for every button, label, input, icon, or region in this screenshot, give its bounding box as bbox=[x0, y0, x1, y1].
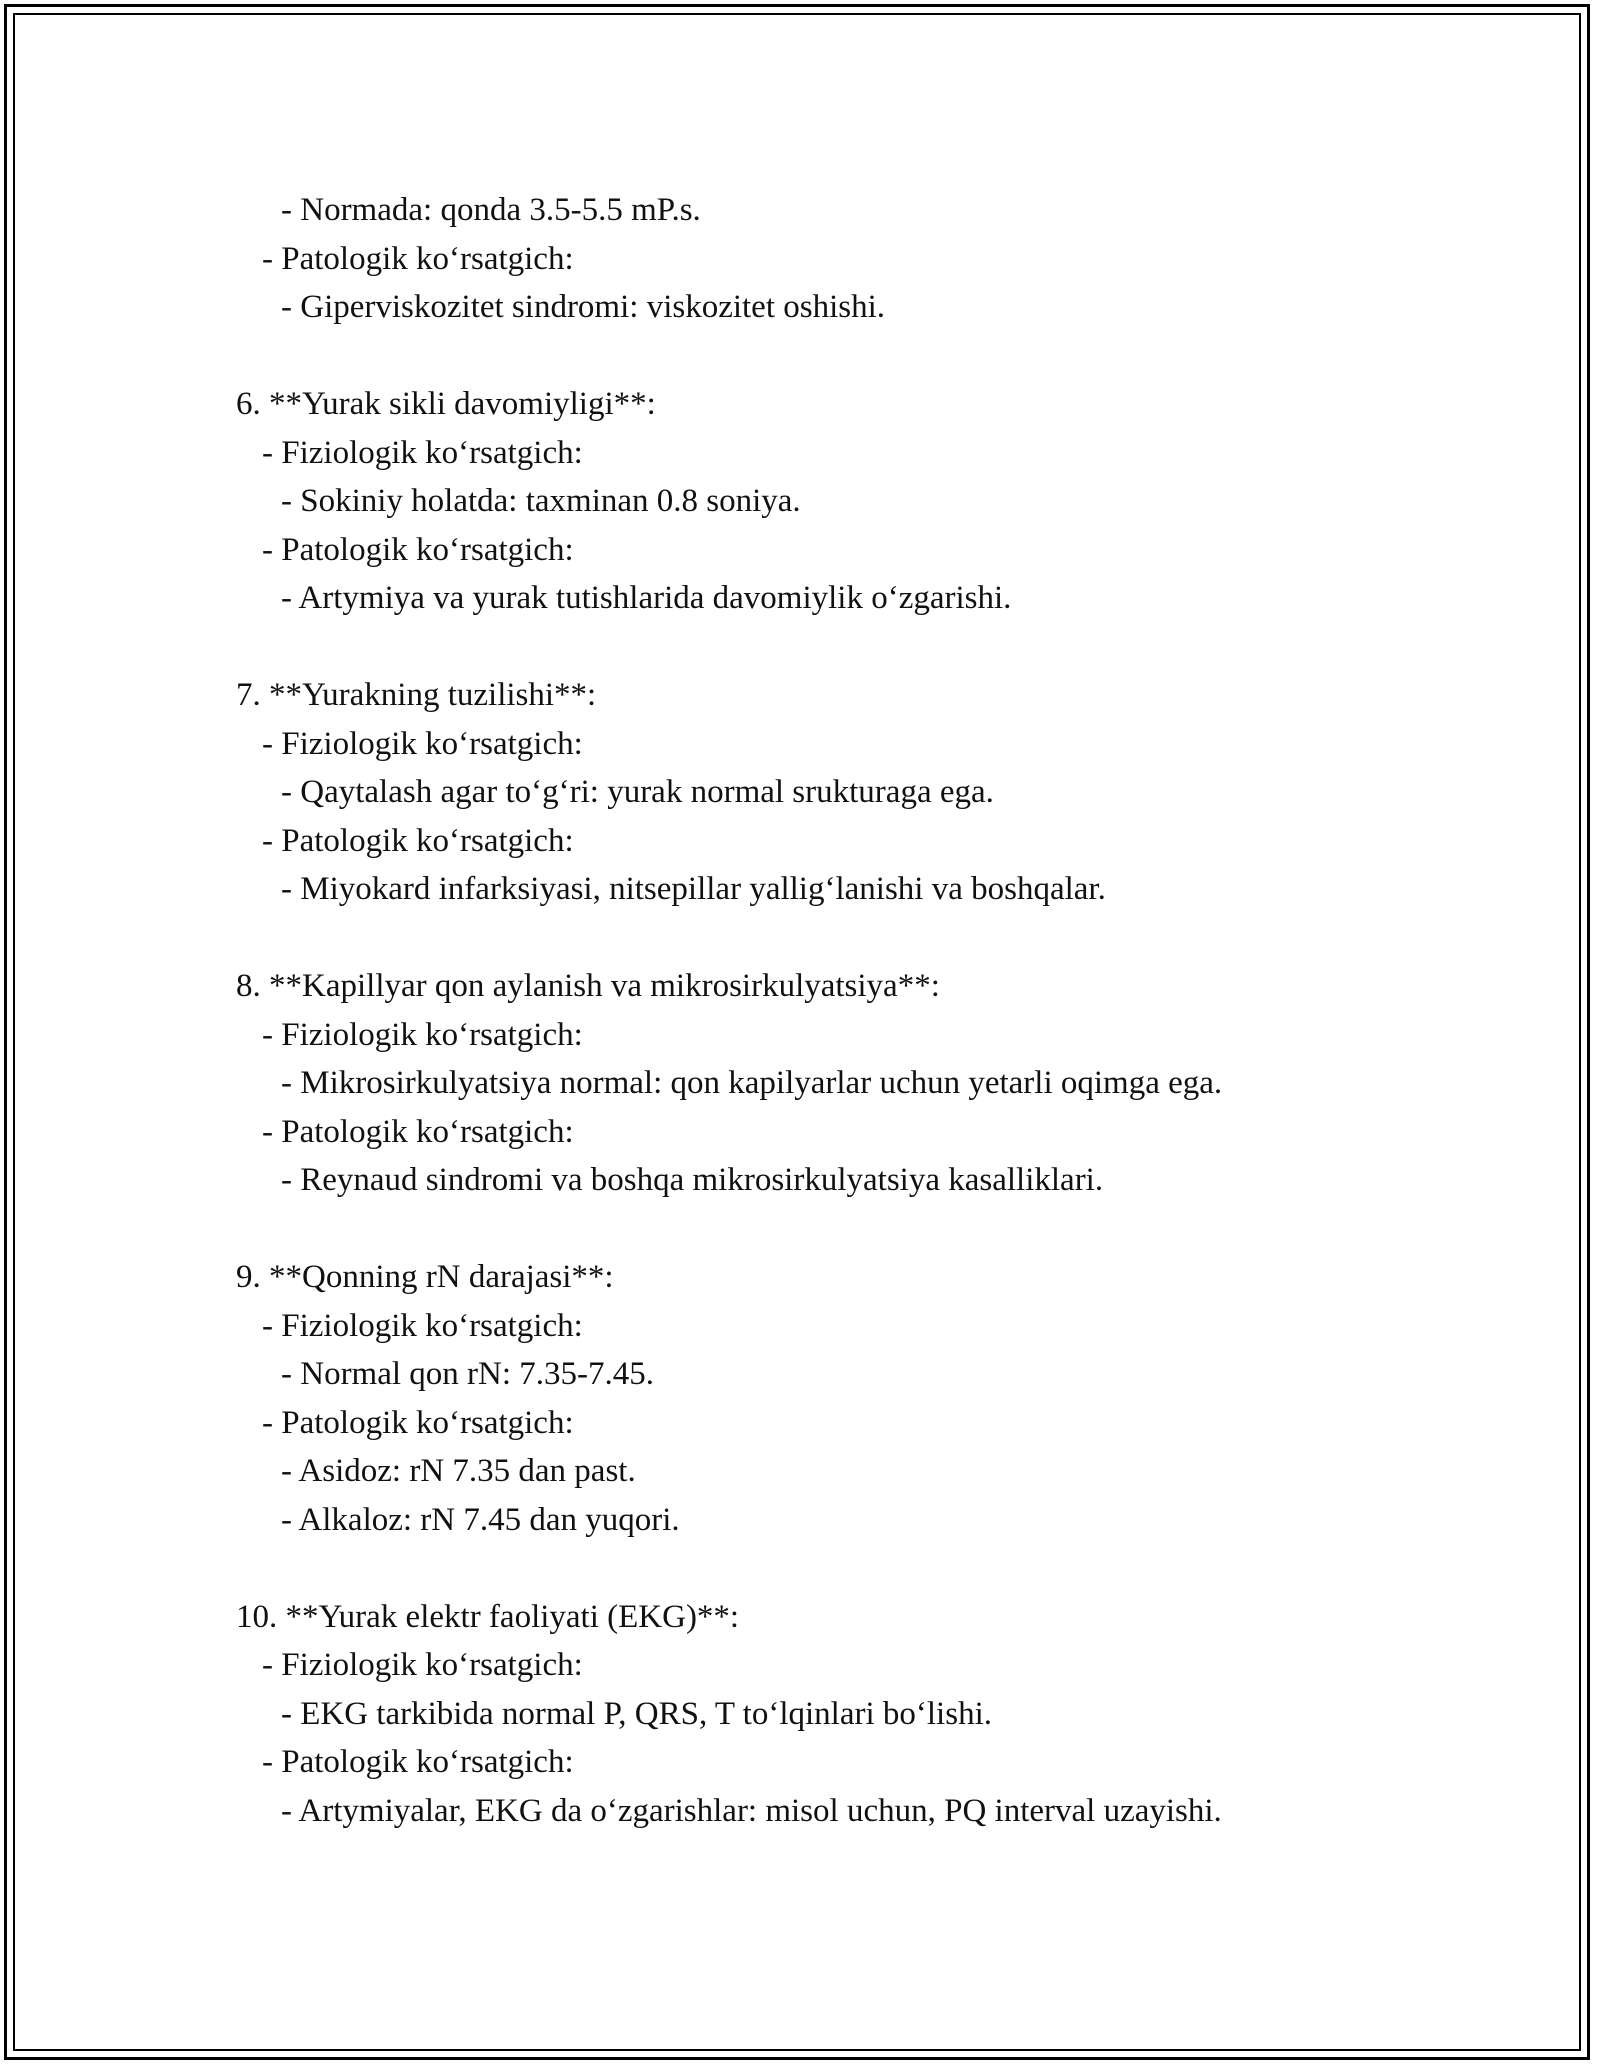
document-body bbox=[236, 186, 1436, 1835]
section-heading: 10. **Yurak elektr faoliyati (EKG)**: bbox=[236, 1598, 740, 1635]
subsection-label: - Patologik ko‘rsatgich: bbox=[262, 1113, 574, 1150]
list-item: - Normada: qonda 3.5-5.5 mP.s. bbox=[281, 192, 701, 228]
list-item: - Artymiya va yurak tutishlarida davomiylik o‘zgarishi. bbox=[281, 580, 1012, 616]
subsection-label: - Fiziologik ko‘rsatgich: bbox=[262, 1016, 583, 1053]
subsection-label: - Patologik ko‘rsatgich: bbox=[262, 1744, 574, 1780]
blank-line bbox=[236, 1205, 1436, 1254]
subsection-label: - Fiziologik ko‘rsatgich: bbox=[262, 1307, 583, 1344]
list-item: - Miyokard infarksiyasi, nitsepillar yallig‘lanishi va boshqalar. bbox=[281, 871, 1106, 907]
blank-line bbox=[236, 1544, 1436, 1593]
blank-line bbox=[236, 914, 1436, 963]
section-heading: 7. **Yurakning tuzilishi**: bbox=[236, 677, 597, 713]
blank-line bbox=[236, 332, 1436, 381]
subsection-label: - Patologik ko‘rsatgich: bbox=[262, 531, 574, 568]
subsection-label: - Patologik ko‘rsatgich: bbox=[262, 240, 574, 277]
list-item: - Artymiyalar, EKG da o‘zgarishlar: misol uchun, PQ interval uzayishi. bbox=[281, 1792, 1222, 1829]
blank-line bbox=[236, 623, 1436, 672]
section-heading: 8. **Kapillyar qon aylanish va mikrosirkulyatsiya**: bbox=[236, 968, 940, 1004]
section-heading: 9. **Qonning rN darajasi**: bbox=[236, 1259, 614, 1295]
list-item: - Mikrosirkulyatsiya normal: qon kapilyarlar uchun yetarli oqimga ega. bbox=[281, 1065, 1223, 1101]
subsection-label: - Patologik ko‘rsatgich: bbox=[262, 822, 574, 859]
subsection-label: - Fiziologik ko‘rsatgich: bbox=[262, 434, 583, 471]
list-item: - Alkaloz: rN 7.45 dan yuqori. bbox=[281, 1501, 680, 1538]
subsection-label: - Patologik ko‘rsatgich: bbox=[262, 1404, 574, 1441]
list-item: - Qaytalash agar to‘g‘ri: yurak normal srukturaga ega. bbox=[281, 774, 994, 810]
list-item: - Giperviskozitet sindromi: viskozitet oshishi. bbox=[281, 289, 886, 325]
list-item: - Normal qon rN: 7.35-7.45. bbox=[281, 1356, 655, 1392]
list-item: - Reynaud sindromi va boshqa mikrosirkulyatsiya kasalliklari. bbox=[281, 1162, 1104, 1198]
subsection-label: - Fiziologik ko‘rsatgich: bbox=[262, 725, 583, 762]
section-heading: 6. **Yurak sikli davomiyligi**: bbox=[236, 386, 656, 422]
subsection-label: - Fiziologik ko‘rsatgich: bbox=[262, 1647, 583, 1683]
list-item: - Sokiniy holatda: taxminan 0.8 soniya. bbox=[281, 483, 801, 519]
list-item: - Asidoz: rN 7.35 dan past. bbox=[281, 1453, 636, 1489]
list-item: - EKG tarkibida normal P, QRS, T to‘lqinlari bo‘lishi. bbox=[281, 1695, 992, 1732]
